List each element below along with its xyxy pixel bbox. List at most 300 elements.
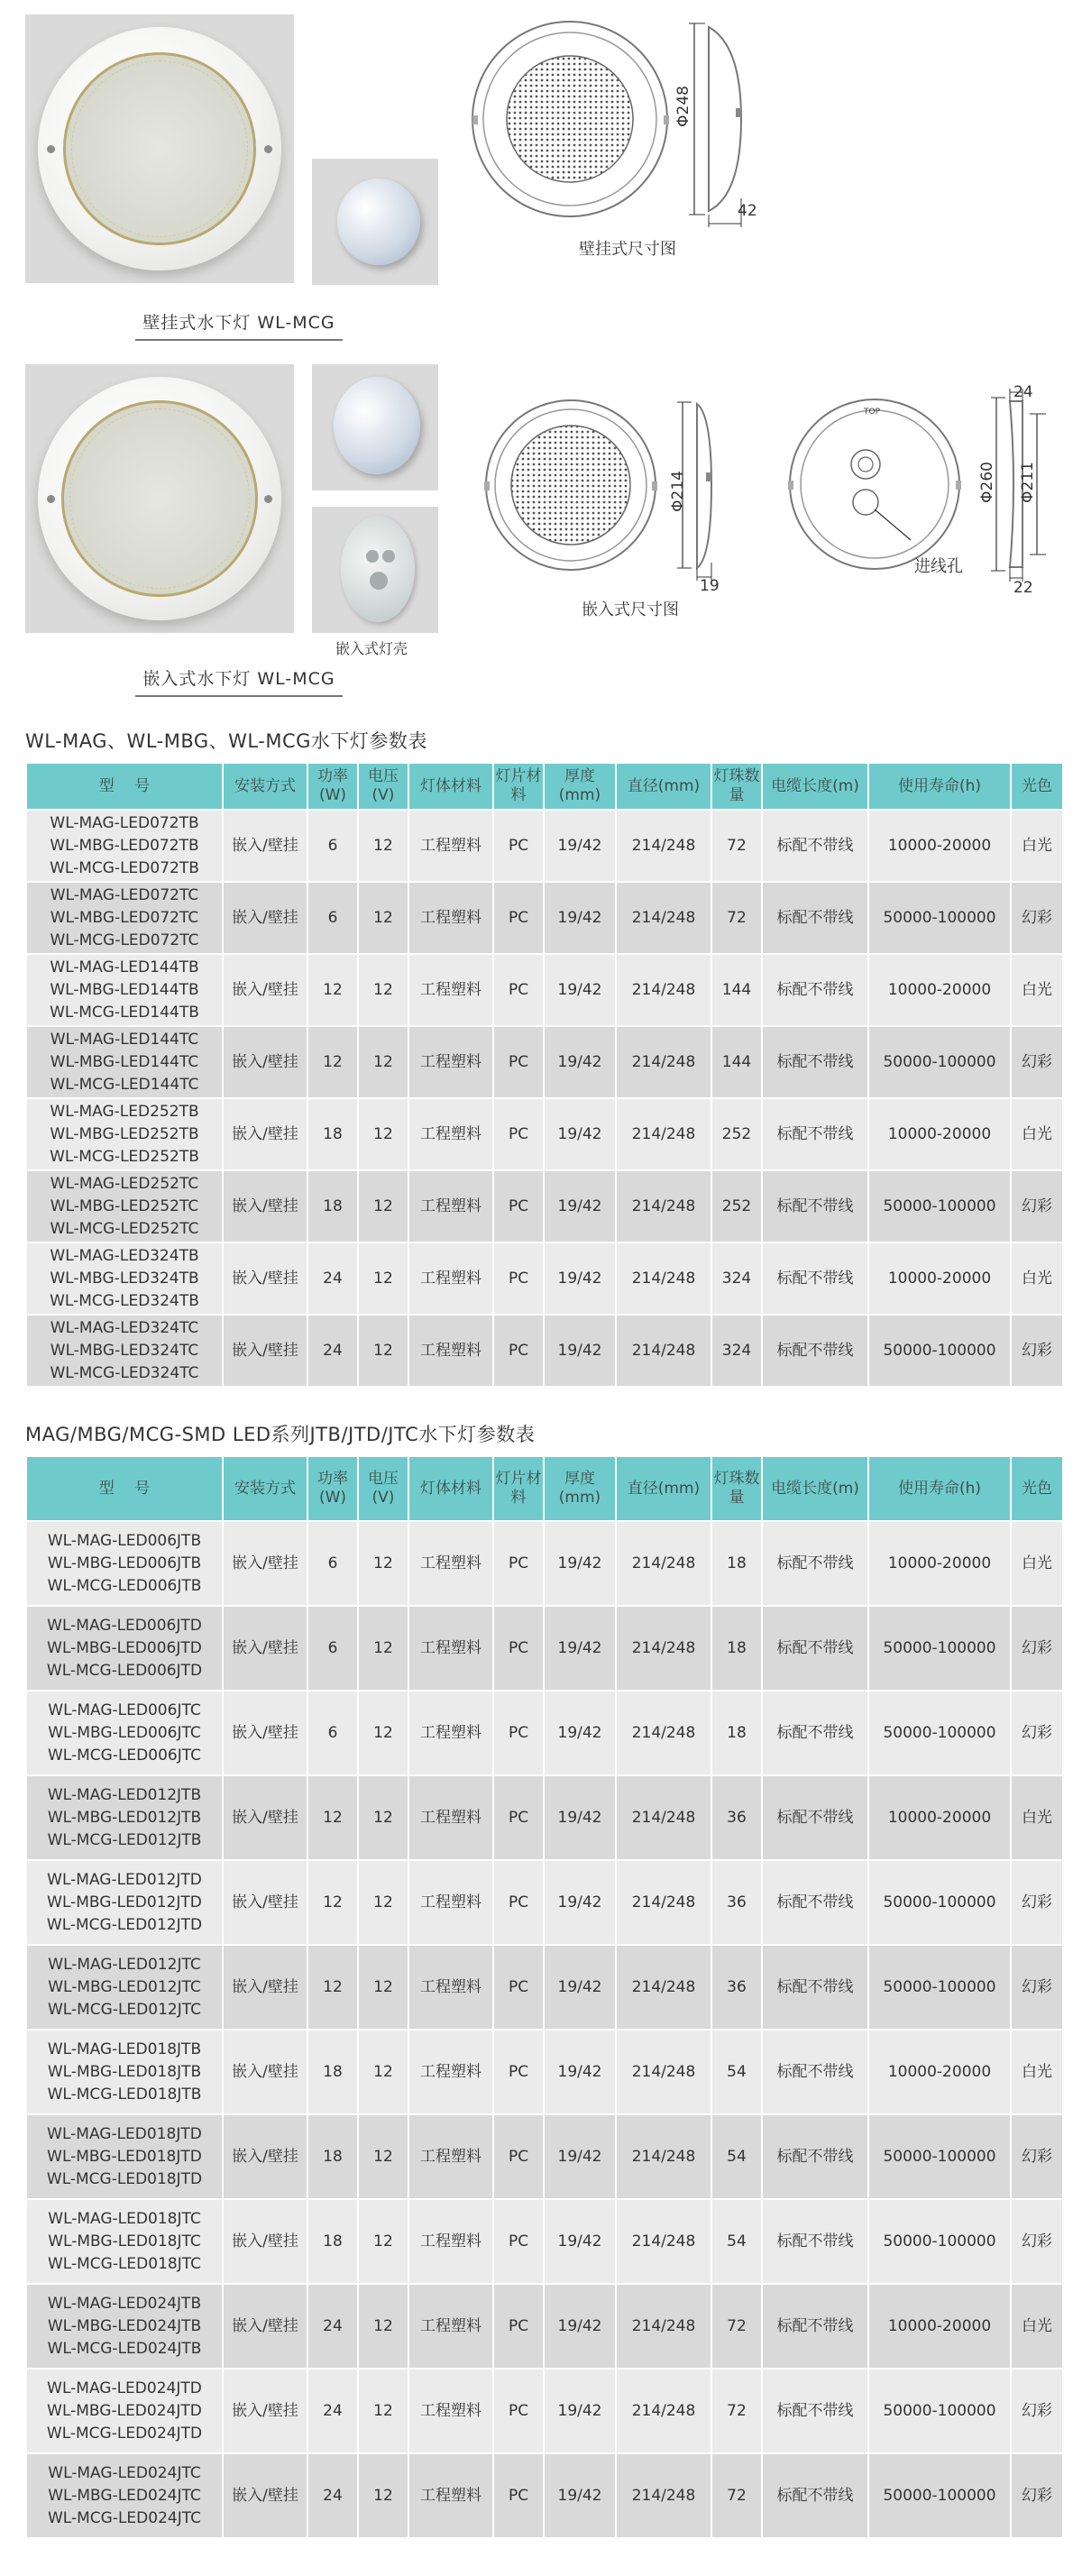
model-number: WL-MAG-LED252TC (50, 1174, 199, 1193)
install-cell: 嵌入/壁挂 (223, 2453, 307, 2538)
color-cell: 幻彩 (1011, 1606, 1063, 1691)
model-number: WL-MAG-LED144TC (50, 1030, 199, 1049)
model-cell (26, 2453, 223, 2538)
power-cell: 12 (307, 1775, 358, 1860)
column-header: 灯珠数量 (711, 763, 762, 810)
lens-material-cell: PC (493, 2369, 544, 2453)
body-material-cell: 工程塑料 (408, 1315, 493, 1387)
lens-material-cell: PC (493, 1606, 544, 1691)
thickness-cell: 19/42 (544, 1691, 616, 1775)
thickness-cell: 19/42 (544, 2369, 616, 2453)
life-cell: 10000-20000 (868, 1098, 1011, 1170)
table-row (26, 1170, 1063, 1242)
thickness-cell: 19/42 (544, 1860, 616, 1945)
thickness-cell: 19/42 (544, 2199, 616, 2284)
power-cell: 6 (307, 1691, 358, 1775)
diameter-cell: 214/248 (616, 810, 711, 882)
cable-cell: 标配不带线 (762, 2030, 868, 2114)
thickness-cell: 19/42 (544, 2284, 616, 2369)
embedded-back-top-text: TOP (864, 408, 881, 417)
model-number: WL-MBG-LED252TB (50, 1124, 199, 1143)
model-number: WL-MCG-LED024JTC (48, 2508, 201, 2527)
beads-cell: 72 (711, 2284, 762, 2369)
diameter-cell: 214/248 (616, 2453, 711, 2538)
model-cell (26, 1691, 223, 1775)
life-cell: 10000-20000 (868, 1775, 1011, 1860)
model-number: WL-MBG-LED006JTC (48, 1723, 201, 1742)
beads-cell: 18 (711, 1521, 762, 1606)
life-cell: 50000-100000 (868, 1606, 1011, 1691)
power-cell: 12 (307, 1860, 358, 1945)
model-number: WL-MBG-LED324TB (50, 1269, 199, 1288)
thickness-cell: 19/42 (544, 1026, 616, 1098)
column-header: 功率(W) (307, 763, 358, 810)
life-cell: 50000-100000 (868, 2369, 1011, 2453)
column-header: 直径(mm) (616, 1456, 711, 1521)
model-number: WL-MCG-LED012JTD (46, 1915, 203, 1934)
wall-dimension-drawing (469, 18, 775, 234)
body-material-cell: 工程塑料 (408, 1242, 493, 1315)
life-cell: 50000-100000 (868, 1315, 1011, 1387)
diameter-cell: 214/248 (616, 1026, 711, 1098)
life-cell: 50000-100000 (868, 1170, 1011, 1242)
beads-cell: 36 (711, 1775, 762, 1860)
install-cell: 嵌入/壁挂 (223, 1521, 307, 1606)
beads-cell: 18 (711, 1606, 762, 1691)
thickness-cell: 19/42 (544, 2114, 616, 2199)
life-cell: 10000-20000 (868, 1521, 1011, 1606)
model-number: WL-MBG-LED012JTC (48, 1977, 201, 1996)
column-header: 电压(V) (358, 1456, 408, 1521)
embedded-depth-label: 19 (700, 577, 720, 595)
model-number: WL-MBG-LED006JTD (47, 1638, 202, 1657)
body-material-cell: 工程塑料 (408, 1691, 493, 1775)
wall-lamp-side-photo (312, 159, 438, 285)
column-header: 电压(V) (358, 763, 408, 810)
install-cell: 嵌入/壁挂 (223, 2199, 307, 2284)
install-cell: 嵌入/壁挂 (223, 882, 307, 954)
thickness-cell: 19/42 (544, 2453, 616, 2538)
table-row (26, 2030, 1063, 2114)
cable-cell: 标配不带线 (762, 1098, 868, 1170)
model-number: WL-MAG-LED072TB (50, 813, 199, 832)
table1-body (26, 810, 1063, 1387)
table2-body (26, 1521, 1063, 2538)
voltage-cell: 12 (358, 882, 408, 954)
table-row (26, 1775, 1063, 1860)
life-cell: 50000-100000 (868, 882, 1011, 954)
color-cell: 白光 (1011, 2284, 1063, 2369)
life-cell: 10000-20000 (868, 1242, 1011, 1315)
model-number: WL-MBG-LED018JTC (48, 2232, 201, 2251)
model-number: WL-MBG-LED024JTC (48, 2486, 201, 2505)
beads-cell: 36 (711, 1945, 762, 2030)
color-cell: 幻彩 (1011, 1026, 1063, 1098)
install-cell: 嵌入/壁挂 (223, 1775, 307, 1860)
table-row (26, 882, 1063, 954)
thickness-cell: 19/42 (544, 954, 616, 1026)
voltage-cell: 12 (358, 2030, 408, 2114)
cable-cell: 标配不带线 (762, 1242, 868, 1315)
model-number: WL-MBG-LED006JTB (47, 1554, 202, 1572)
cable-cell: 标配不带线 (762, 1606, 868, 1691)
model-number: WL-MCG-LED006JTB (47, 1576, 202, 1595)
diameter-cell: 214/248 (616, 882, 711, 954)
model-number: WL-MBG-LED018JTB (47, 2062, 202, 2081)
wall-lamp-caption: 壁挂式水下灯 WL-MCG (135, 309, 343, 341)
table-row (26, 1242, 1063, 1315)
power-cell: 24 (307, 1242, 358, 1315)
model-number: WL-MAG-LED252TB (50, 1102, 199, 1121)
lens-material-cell: PC (493, 1315, 544, 1387)
beads-cell: 54 (711, 2114, 762, 2199)
model-number: WL-MAG-LED006JTB (47, 1531, 202, 1550)
table-row (26, 810, 1063, 882)
model-number: WL-MAG-LED012JTC (48, 1955, 201, 1974)
model-number: WL-MBG-LED018JTD (47, 2147, 202, 2166)
life-cell: 50000-100000 (868, 1860, 1011, 1945)
embedded-drawing-caption: 嵌入式尺寸图 (582, 600, 679, 619)
color-cell: 白光 (1011, 1775, 1063, 1860)
thickness-cell: 19/42 (544, 1521, 616, 1606)
model-cell (26, 1026, 223, 1098)
install-cell: 嵌入/壁挂 (223, 1315, 307, 1387)
color-cell: 白光 (1011, 810, 1063, 882)
column-header: 灯珠数量 (711, 1456, 762, 1521)
install-cell: 嵌入/壁挂 (223, 1691, 307, 1775)
table-row (26, 1098, 1063, 1170)
wall-depth-label: 42 (738, 202, 757, 220)
model-cell (26, 2284, 223, 2369)
power-cell: 24 (307, 2453, 358, 2538)
color-cell: 幻彩 (1011, 2199, 1063, 2284)
thickness-cell: 19/42 (544, 1315, 616, 1387)
beads-cell: 72 (711, 2369, 762, 2453)
diameter-cell: 214/248 (616, 1521, 711, 1606)
model-number: WL-MCG-LED072TB (50, 858, 199, 877)
column-header: 电缆长度(m) (762, 1456, 868, 1521)
color-cell: 幻彩 (1011, 1315, 1063, 1387)
model-number: WL-MBG-LED024JTB (47, 2316, 202, 2335)
beads-cell: 18 (711, 1691, 762, 1775)
body-material-cell: 工程塑料 (408, 1098, 493, 1170)
model-number: WL-MCG-LED144TC (50, 1075, 199, 1094)
model-number: WL-MBG-LED324TC (50, 1341, 199, 1360)
cable-cell: 标配不带线 (762, 1521, 868, 1606)
body-material-cell: 工程塑料 (408, 1860, 493, 1945)
voltage-cell: 12 (358, 1945, 408, 2030)
wall-diameter-label: Φ248 (674, 86, 692, 127)
embedded-lamp-photo (25, 364, 294, 633)
column-header: 灯体材料 (408, 763, 493, 810)
model-number: WL-MAG-LED018JTC (48, 2209, 201, 2228)
column-header: 型 号 (26, 763, 223, 810)
diameter-cell: 214/248 (616, 1170, 711, 1242)
column-header: 使用寿命(h) (868, 1456, 1011, 1521)
model-number: WL-MBG-LED072TC (50, 908, 199, 927)
color-cell: 幻彩 (1011, 1170, 1063, 1242)
table-row (26, 1945, 1063, 2030)
power-cell: 12 (307, 954, 358, 1026)
install-cell: 嵌入/壁挂 (223, 1242, 307, 1315)
table-row (26, 2284, 1063, 2369)
model-number: WL-MAG-LED024JTD (47, 2379, 202, 2397)
beads-cell: 72 (711, 2453, 762, 2538)
voltage-cell: 12 (358, 1098, 408, 1170)
power-cell: 18 (307, 1170, 358, 1242)
install-cell: 嵌入/壁挂 (223, 2114, 307, 2199)
cable-cell: 标配不带线 (762, 1170, 868, 1242)
cable-cell: 标配不带线 (762, 2369, 868, 2453)
diameter-cell: 214/248 (616, 2114, 711, 2199)
color-cell: 幻彩 (1011, 1860, 1063, 1945)
model-number: WL-MCG-LED252TC (50, 1219, 199, 1238)
model-number: WL-MBG-LED012JTB (47, 1808, 202, 1827)
beads-cell: 54 (711, 2199, 762, 2284)
column-header: 厚度(mm) (544, 1456, 616, 1521)
embedded-shell-photo (312, 507, 438, 633)
diameter-cell: 214/248 (616, 1945, 711, 2030)
lens-material-cell: PC (493, 1026, 544, 1098)
diameter-cell: 214/248 (616, 1098, 711, 1170)
model-number: WL-MCG-LED324TC (50, 1363, 199, 1382)
cable-cell: 标配不带线 (762, 1315, 868, 1387)
beads-cell: 324 (711, 1242, 762, 1315)
install-cell: 嵌入/壁挂 (223, 1860, 307, 1945)
body-material-cell: 工程塑料 (408, 810, 493, 882)
table-row (26, 2369, 1063, 2453)
body-material-cell: 工程塑料 (408, 1026, 493, 1098)
table-row (26, 1860, 1063, 1945)
table2-title: MAG/MBG/MCG-SMD LED系列JTB/JTD/JTC水下灯参数表 (25, 1424, 536, 1445)
life-cell: 50000-100000 (868, 2114, 1011, 2199)
model-number: WL-MAG-LED012JTB (47, 1785, 202, 1804)
body-material-cell: 工程塑料 (408, 2199, 493, 2284)
model-cell (26, 2369, 223, 2453)
lens-material-cell: PC (493, 2199, 544, 2284)
model-number: WL-MAG-LED324TB (50, 1246, 199, 1265)
install-cell: 嵌入/壁挂 (223, 1098, 307, 1170)
body-material-cell: 工程塑料 (408, 1775, 493, 1860)
model-number: WL-MCG-LED144TB (50, 1003, 199, 1022)
beads-cell: 324 (711, 1315, 762, 1387)
column-header: 电缆长度(m) (762, 763, 868, 810)
color-cell: 白光 (1011, 1242, 1063, 1315)
model-number: WL-MAG-LED018JTD (47, 2124, 202, 2143)
diameter-cell: 214/248 (616, 954, 711, 1026)
table-row (26, 2453, 1063, 2538)
body-material-cell: 工程塑料 (408, 1521, 493, 1606)
table-row (26, 1606, 1063, 1691)
diameter-cell: 214/248 (616, 1860, 711, 1945)
model-number: WL-MCG-LED018JTC (48, 2254, 201, 2273)
model-number: WL-MCG-LED252TB (50, 1147, 199, 1166)
voltage-cell: 12 (358, 810, 408, 882)
beads-cell: 54 (711, 2030, 762, 2114)
embedded-back-inner-label: Φ211 (1019, 462, 1037, 503)
model-cell (26, 882, 223, 954)
beads-cell: 36 (711, 1860, 762, 1945)
table-row (26, 1315, 1063, 1387)
column-header: 型 号 (26, 1456, 223, 1521)
voltage-cell: 12 (358, 1026, 408, 1098)
color-cell: 幻彩 (1011, 2369, 1063, 2453)
model-number: WL-MAG-LED144TB (50, 958, 199, 976)
model-cell (26, 1521, 223, 1606)
table1-title: WL-MAG、WL-MBG、WL-MCG水下灯参数表 (25, 730, 427, 752)
life-cell: 50000-100000 (868, 2453, 1011, 2538)
model-cell (26, 1098, 223, 1170)
beads-cell: 252 (711, 1170, 762, 1242)
voltage-cell: 12 (358, 1860, 408, 1945)
lens-material-cell: PC (493, 1775, 544, 1860)
voltage-cell: 12 (358, 2114, 408, 2199)
embedded-diameter-label: Φ214 (669, 471, 687, 512)
cable-cell: 标配不带线 (762, 2453, 868, 2538)
embedded-back-top-label: 24 (1013, 383, 1033, 401)
power-cell: 6 (307, 1521, 358, 1606)
beads-cell: 144 (711, 1026, 762, 1098)
model-number: WL-MBG-LED144TC (50, 1052, 199, 1071)
embedded-dimension-drawing (482, 397, 726, 586)
body-material-cell: 工程塑料 (408, 1606, 493, 1691)
color-cell: 幻彩 (1011, 1691, 1063, 1775)
life-cell: 50000-100000 (868, 1026, 1011, 1098)
voltage-cell: 12 (358, 1242, 408, 1315)
diameter-cell: 214/248 (616, 1606, 711, 1691)
thickness-cell: 19/42 (544, 882, 616, 954)
lens-material-cell: PC (493, 2030, 544, 2114)
diameter-cell: 214/248 (616, 2030, 711, 2114)
life-cell: 10000-20000 (868, 2030, 1011, 2114)
model-number: WL-MAG-LED012JTD (47, 1870, 202, 1889)
table-row (26, 954, 1063, 1026)
spec-table-2 (25, 1455, 1064, 2539)
thickness-cell: 19/42 (544, 810, 616, 882)
color-cell: 幻彩 (1011, 2114, 1063, 2199)
body-material-cell: 工程塑料 (408, 2114, 493, 2199)
lens-material-cell: PC (493, 810, 544, 882)
power-cell: 24 (307, 2284, 358, 2369)
model-cell (26, 1315, 223, 1387)
lens-material-cell: PC (493, 1860, 544, 1945)
power-cell: 12 (307, 1945, 358, 2030)
color-cell: 幻彩 (1011, 882, 1063, 954)
beads-cell: 72 (711, 882, 762, 954)
model-cell (26, 810, 223, 882)
table1-header-row (26, 763, 1063, 810)
thickness-cell: 19/42 (544, 1945, 616, 2030)
power-cell: 6 (307, 882, 358, 954)
cable-cell: 标配不带线 (762, 1945, 868, 2030)
table-row (26, 2199, 1063, 2284)
diameter-cell: 214/248 (616, 2369, 711, 2453)
install-cell: 嵌入/壁挂 (223, 810, 307, 882)
lens-material-cell: PC (493, 1242, 544, 1315)
power-cell: 12 (307, 1026, 358, 1098)
cable-cell: 标配不带线 (762, 954, 868, 1026)
embedded-back-bottom-label: 22 (1013, 579, 1033, 597)
power-cell: 24 (307, 2369, 358, 2453)
lens-material-cell: PC (493, 1521, 544, 1606)
diameter-cell: 214/248 (616, 2284, 711, 2369)
lens-material-cell: PC (493, 2114, 544, 2199)
embedded-back-outer-label: Φ260 (978, 462, 996, 503)
thickness-cell: 19/42 (544, 2030, 616, 2114)
life-cell: 10000-20000 (868, 810, 1011, 882)
install-cell: 嵌入/壁挂 (223, 1606, 307, 1691)
thickness-cell: 19/42 (544, 1098, 616, 1170)
lens-material-cell: PC (493, 2453, 544, 2538)
body-material-cell: 工程塑料 (408, 1170, 493, 1242)
voltage-cell: 12 (358, 1606, 408, 1691)
lens-material-cell: PC (493, 1945, 544, 2030)
cable-hole-label: 进线孔 (914, 557, 963, 576)
model-number: WL-MBG-LED072TB (50, 836, 199, 855)
color-cell: 幻彩 (1011, 1945, 1063, 2030)
embedded-lamp-caption: 嵌入式水下灯 WL-MCG (135, 665, 343, 697)
column-header: 灯片材料 (493, 1456, 544, 1521)
install-cell: 嵌入/壁挂 (223, 1026, 307, 1098)
column-header: 安装方式 (223, 763, 307, 810)
power-cell: 18 (307, 2199, 358, 2284)
power-cell: 18 (307, 2114, 358, 2199)
cable-cell: 标配不带线 (762, 1860, 868, 1945)
model-number: WL-MCG-LED018JTB (47, 2085, 202, 2104)
cable-cell: 标配不带线 (762, 1691, 868, 1775)
thickness-cell: 19/42 (544, 1170, 616, 1242)
life-cell: 10000-20000 (868, 954, 1011, 1026)
wall-lamp-photo (25, 14, 294, 283)
model-cell (26, 1860, 223, 1945)
model-cell (26, 1606, 223, 1691)
model-number: WL-MBG-LED012JTD (47, 1893, 202, 1911)
column-header: 功率(W) (307, 1456, 358, 1521)
column-header: 安装方式 (223, 1456, 307, 1521)
cable-cell: 标配不带线 (762, 1026, 868, 1098)
cable-cell: 标配不带线 (762, 810, 868, 882)
table-row (26, 1521, 1063, 1606)
power-cell: 6 (307, 1606, 358, 1691)
lens-material-cell: PC (493, 882, 544, 954)
model-number: WL-MCG-LED006JTC (48, 1746, 201, 1765)
install-cell: 嵌入/壁挂 (223, 1945, 307, 2030)
spec-table-1 (25, 762, 1064, 1388)
table-row (26, 2114, 1063, 2199)
color-cell: 白光 (1011, 2030, 1063, 2114)
model-number: WL-MCG-LED024JTD (46, 2424, 203, 2443)
install-cell: 嵌入/壁挂 (223, 954, 307, 1026)
life-cell: 10000-20000 (868, 2284, 1011, 2369)
voltage-cell: 12 (358, 2199, 408, 2284)
install-cell: 嵌入/壁挂 (223, 1170, 307, 1242)
column-header: 光色 (1011, 1456, 1063, 1521)
column-header: 直径(mm) (616, 763, 711, 810)
power-cell: 24 (307, 1315, 358, 1387)
model-number: WL-MBG-LED252TC (50, 1196, 199, 1215)
beads-cell: 144 (711, 954, 762, 1026)
body-material-cell: 工程塑料 (408, 2030, 493, 2114)
model-cell (26, 2030, 223, 2114)
power-cell: 6 (307, 810, 358, 882)
table-row (26, 1026, 1063, 1098)
body-material-cell: 工程塑料 (408, 1945, 493, 2030)
install-cell: 嵌入/壁挂 (223, 2369, 307, 2453)
diameter-cell: 214/248 (616, 1691, 711, 1775)
column-header: 灯片材料 (493, 763, 544, 810)
table2-header-row (26, 1456, 1063, 1521)
cable-cell: 标配不带线 (762, 882, 868, 954)
